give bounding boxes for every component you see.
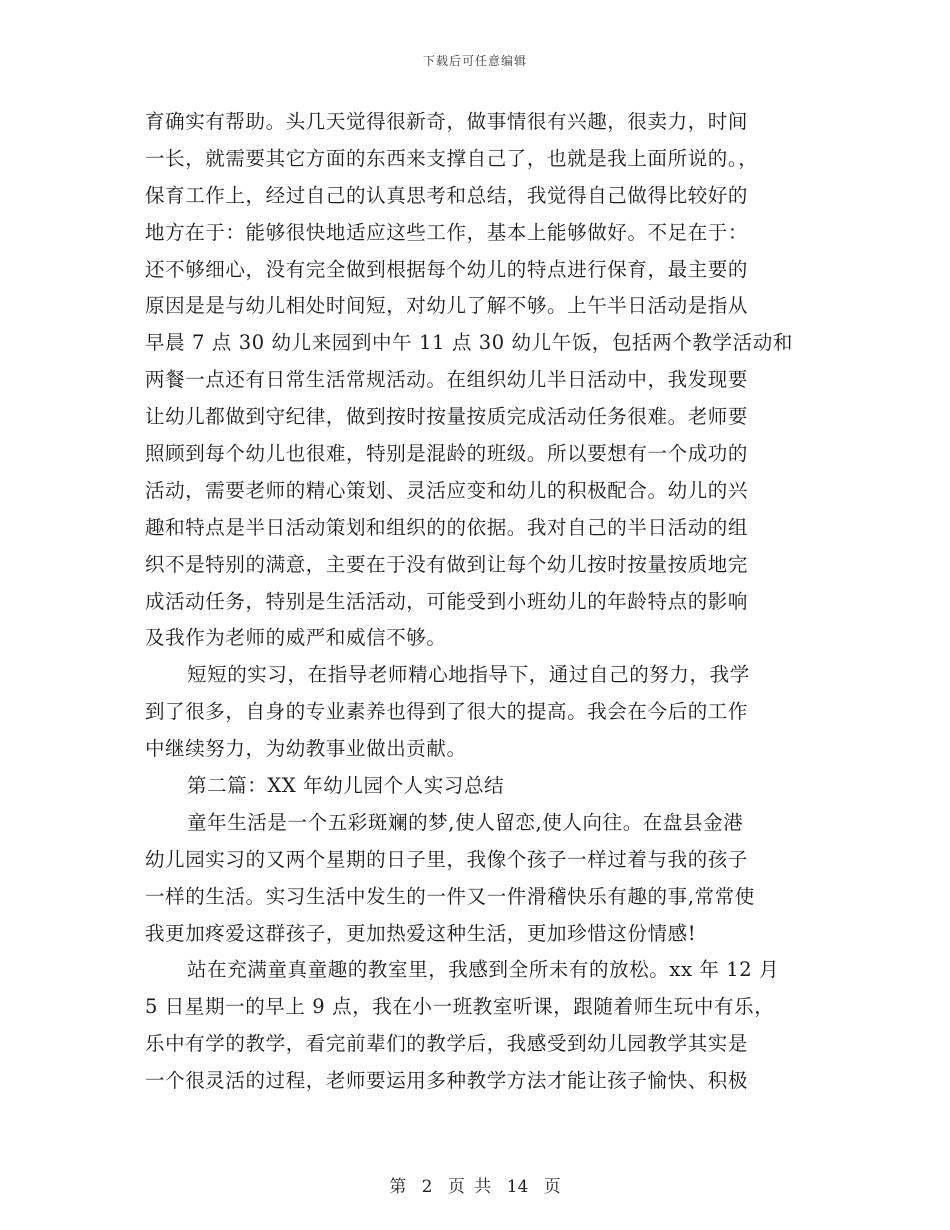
text-line: 短短的实习，在指导老师精心地指导下，通过自己的努力，我学: [187, 663, 750, 687]
text-line: 两餐一点还有日常生活常规活动。在组织幼儿半日活动中，我发现要: [145, 368, 749, 392]
text-line: 第二篇：XX 年幼儿园个人实习总结: [187, 774, 505, 798]
document-body: [145, 104, 805, 1100]
text-line: 5 日星期一的早上 9 点，我在小一班教室听课，跟随着师生玩中有乐，: [145, 995, 775, 1019]
text-line: 让幼儿都做到守纪律，做到按时按量按质完成活动任务很难。老师要: [145, 405, 749, 429]
text-line: 童年生活是一个五彩斑斓的梦,使人留恋,使人向往。在盘县金港: [187, 810, 744, 834]
text-line: 地方在于：能够很快地适应这些工作，基本上能够做好。不足在于：: [145, 220, 749, 244]
text-line: 早晨 7 点 30 幼儿来园到中午 11 点 30 幼儿午饭，包括两个教学活动和: [145, 331, 793, 355]
text-line: 照顾到每个幼儿也很难，特别是混龄的班级。所以要想有一个成功的: [145, 442, 749, 466]
text-line: 及我作为老师的威严和威信不够。: [145, 626, 447, 650]
footer-middle: 页 共: [447, 1177, 492, 1197]
footer-prefix: 第: [389, 1177, 407, 1197]
text-line: 成活动任务，特别是生活活动，可能受到小班幼儿的年龄特点的影响: [145, 589, 749, 613]
text-line: 织不是特别的满意，主要在于没有做到让每个幼儿按时按量按质地完: [145, 552, 749, 576]
text-line: 活动，需要老师的精心策划、灵活应变和幼儿的积极配合。幼儿的兴: [145, 478, 749, 502]
footer-suffix: 页: [543, 1177, 561, 1197]
text-line: 育确实有帮助。头几天觉得很新奇，做事情很有兴趣，很卖力，时间: [145, 110, 749, 133]
text-line: 保育工作上，经过自己的认真思考和总结，我觉得自己做得比较好的: [145, 183, 749, 207]
text-line: 中继续努力，为幼教事业做出贡献。: [145, 737, 467, 761]
text-line: 一样的生活。实习生活中发生的一件又一件滑稽快乐有趣的事,常常使: [145, 884, 755, 908]
text-line: 原因是是与幼儿相处时间短，对幼儿了解不够。上午半日活动是指从: [145, 294, 749, 318]
text-line: 站在充满童真童趣的教室里，我感到全所未有的放松。xx 年 12 月: [187, 958, 780, 982]
text-line: 还不够细心，没有完全做到根据每个幼儿的特点进行保育，最主要的: [145, 257, 749, 281]
text-line: 幼儿园实习的又两个星期的日子里，我像个孩子一样过着与我的孩子: [145, 847, 749, 871]
text-line: 趣和特点是半日活动策划和组织的的依据。我对自己的半日活动的组: [145, 515, 749, 539]
footer-total-pages: 14: [506, 1177, 529, 1197]
page-header: 下载后可任意编辑: [422, 54, 527, 68]
text-line: 一个很灵活的过程，老师要运用多种教学方法才能让孩子愉快、积极: [145, 1069, 749, 1093]
page-footer: [0, 1172, 950, 1197]
footer-current-page: 2: [421, 1177, 433, 1197]
text-line: 乐中有学的教学，看完前辈们的教学后，我感受到幼儿园教学其实是: [145, 1032, 749, 1056]
text-line: 我更加疼爱这群孩子，更加热爱这种生活，更加珍惜这份情感!: [145, 921, 697, 945]
text-line: 一长，就需要其它方面的东西来支撑自己了，也就是我上面所说的。，: [145, 146, 759, 170]
text-line: 到了很多，自身的专业素养也得到了很大的提高。我会在今后的工作: [145, 700, 749, 724]
